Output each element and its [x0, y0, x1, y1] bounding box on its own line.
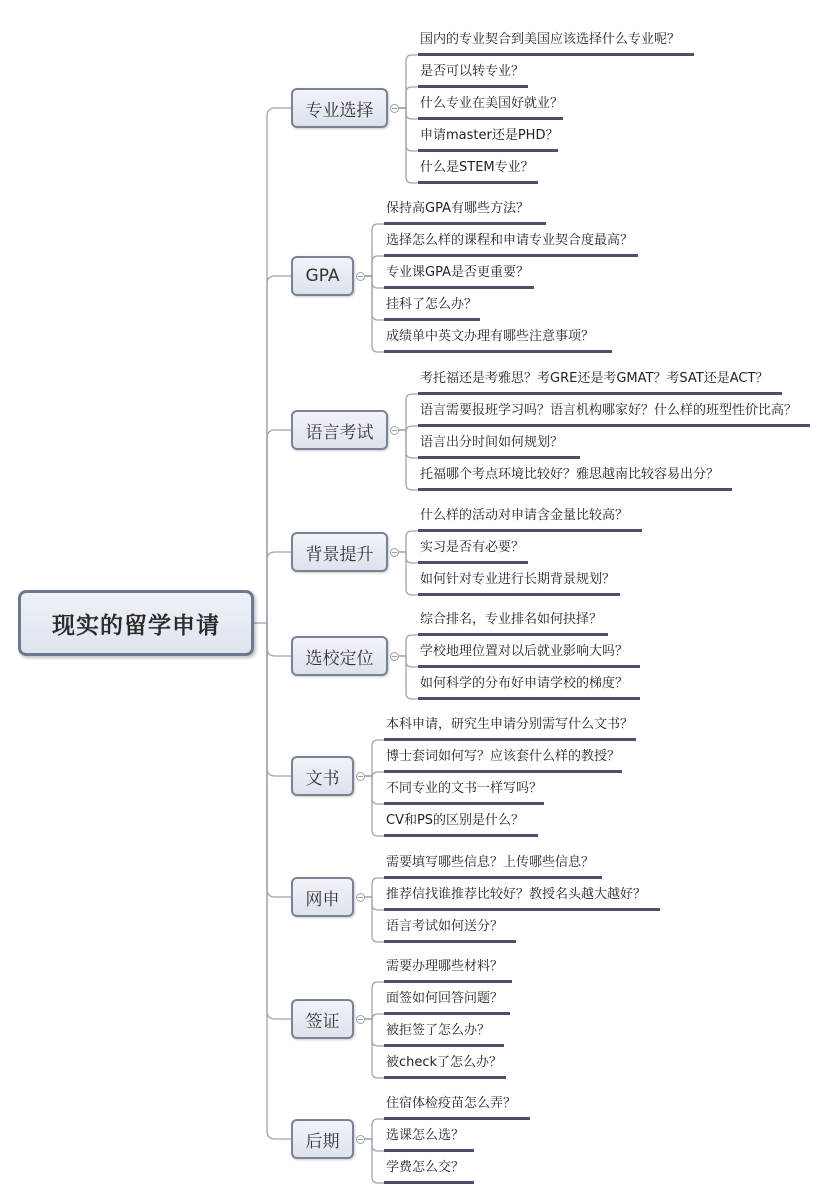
- collapse-icon[interactable]: [390, 104, 399, 113]
- leaf-connector: [399, 430, 418, 490]
- collapse-icon[interactable]: [356, 893, 365, 902]
- leaf-topic[interactable]: 考托福还是考雅思？考GRE还是考GMAT？考SAT还是ACT？: [418, 369, 782, 395]
- leaf-topic[interactable]: 什么专业在美国好就业？: [418, 94, 563, 120]
- leaf-topic[interactable]: 被拒签了怎么办？: [384, 1021, 504, 1047]
- branch-connector: [267, 276, 291, 623]
- leaf-topic[interactable]: 国内的专业契合到美国应该选择什么专业呢？: [418, 30, 694, 56]
- leaf-topic[interactable]: 语言出分时间如何规划？: [418, 433, 580, 459]
- leaf-topic[interactable]: 不同专业的文书一样写吗？: [384, 779, 544, 805]
- leaf-topic[interactable]: 选择怎么样的课程和申请专业契合度最高？: [384, 231, 638, 257]
- leaf-topic[interactable]: 推荐信找谁推荐比较好？教授名头越大越好？: [384, 885, 660, 911]
- leaf-topic[interactable]: 什么是STEM专业？: [418, 158, 538, 184]
- leaf-topic[interactable]: 托福哪个考点环境比较好？雅思越南比较容易出分？: [418, 465, 732, 491]
- leaf-connector: [365, 276, 384, 288]
- leaf-topic[interactable]: 本科申请，研究生申请分别需写什么文书？: [384, 715, 636, 741]
- leaf-connector: [365, 224, 384, 276]
- leaf-connector: [399, 430, 418, 458]
- leaf-topic[interactable]: 保持高GPA有哪些方法？: [384, 199, 546, 225]
- leaf-connector: [365, 276, 384, 320]
- collapse-icon[interactable]: [356, 772, 365, 781]
- branch-connector: [267, 623, 291, 1019]
- collapse-icon[interactable]: [390, 548, 399, 557]
- leaf-topic[interactable]: 成绩单中英文办理有哪些注意事项？: [384, 327, 612, 353]
- collapse-icon[interactable]: [356, 1135, 365, 1144]
- leaf-connector: [399, 108, 418, 151]
- leaf-connector: [365, 1119, 384, 1139]
- leaf-connector: [365, 776, 384, 804]
- leaf-topic[interactable]: 什么样的活动对申请含金量比较高？: [418, 506, 642, 532]
- leaf-topic[interactable]: 如何针对专业进行长期背景规划？: [418, 570, 620, 596]
- leaf-topic[interactable]: 学费怎么交？: [384, 1158, 474, 1184]
- branch-connector: [267, 623, 291, 897]
- leaf-topic[interactable]: 选课怎么选？: [384, 1126, 474, 1152]
- leaf-topic[interactable]: 需要办理哪些材料？: [384, 957, 512, 983]
- leaf-topic[interactable]: 面签如何回答问题？: [384, 989, 510, 1015]
- branch-topic[interactable]: GPA: [291, 256, 354, 296]
- leaf-connector: [399, 87, 418, 108]
- leaf-topic[interactable]: 被check了怎么办？: [384, 1053, 506, 1079]
- collapse-icon[interactable]: [356, 1015, 365, 1024]
- leaf-topic[interactable]: 需要填写哪些信息？上传哪些信息？: [384, 853, 602, 879]
- leaf-connector: [365, 1019, 384, 1078]
- leaf-connector: [399, 656, 418, 667]
- leaf-connector: [365, 897, 384, 910]
- branch-connector: [267, 430, 291, 623]
- branch-topic[interactable]: 选校定位: [291, 636, 388, 676]
- leaf-topic[interactable]: 实习是否有必要？: [418, 538, 528, 564]
- root-topic[interactable]: 现实的留学申请: [18, 590, 254, 656]
- collapse-icon[interactable]: [390, 652, 399, 661]
- leaf-topic[interactable]: 挂科了怎么办？: [384, 295, 480, 321]
- leaf-topic[interactable]: CV和PS的区别是什么？: [384, 811, 538, 837]
- leaf-topic[interactable]: 住宿体检疫苗怎么弄？: [384, 1094, 530, 1120]
- branch-connector: [267, 623, 291, 776]
- leaf-connector: [365, 1019, 384, 1046]
- branch-topic[interactable]: 签证: [291, 999, 354, 1039]
- leaf-topic[interactable]: 博士套词如何写？应该套什么样的教授？: [384, 747, 622, 773]
- leaf-connector: [399, 426, 418, 432]
- leaf-topic[interactable]: 综合排名，专业排名如何抉择？: [418, 610, 608, 636]
- branch-topic[interactable]: 后期: [291, 1119, 354, 1159]
- branch-connector: [267, 552, 291, 623]
- leaf-topic[interactable]: 申请master还是PHD？: [418, 126, 558, 152]
- leaf-connector: [365, 772, 384, 778]
- leaf-topic[interactable]: 语言需要报班学习吗？语言机构哪家好？什么样的班型性价比高？: [418, 401, 810, 427]
- leaf-connector: [399, 656, 418, 699]
- branch-topic[interactable]: 网申: [291, 877, 354, 917]
- leaf-connector: [365, 256, 384, 276]
- collapse-icon[interactable]: [356, 272, 365, 281]
- branch-connector: [267, 623, 291, 1139]
- branch-topic[interactable]: 背景提升: [291, 532, 388, 572]
- branch-connector: [267, 623, 291, 656]
- leaf-topic[interactable]: 语言考试如何送分？: [384, 917, 516, 943]
- leaf-connector: [399, 635, 418, 656]
- leaf-connector: [365, 740, 384, 776]
- leaf-connector: [399, 108, 418, 119]
- leaf-connector: [365, 1139, 384, 1151]
- leaf-topic[interactable]: 如何科学的分布好申请学校的梯度？: [418, 674, 640, 700]
- branch-topic[interactable]: 语言考试: [291, 410, 388, 450]
- leaf-connector: [365, 878, 384, 897]
- leaf-connector: [399, 531, 418, 552]
- leaf-connector: [365, 1139, 384, 1183]
- branch-topic[interactable]: 专业选择: [291, 88, 388, 128]
- leaf-connector: [399, 55, 418, 108]
- leaf-topic[interactable]: 专业课GPA是否更重要？: [384, 263, 534, 289]
- leaf-connector: [399, 394, 418, 430]
- branch-connector: [267, 108, 291, 623]
- leaf-connector: [365, 776, 384, 836]
- leaf-connector: [399, 552, 418, 595]
- branch-topic[interactable]: 文书: [291, 756, 354, 796]
- leaf-connector: [399, 552, 418, 563]
- collapse-icon[interactable]: [390, 426, 399, 435]
- leaf-topic[interactable]: 学校地理位置对以后就业影响大吗？: [418, 642, 640, 668]
- leaf-topic[interactable]: 是否可以转专业？: [418, 62, 528, 88]
- leaf-connector: [365, 897, 384, 942]
